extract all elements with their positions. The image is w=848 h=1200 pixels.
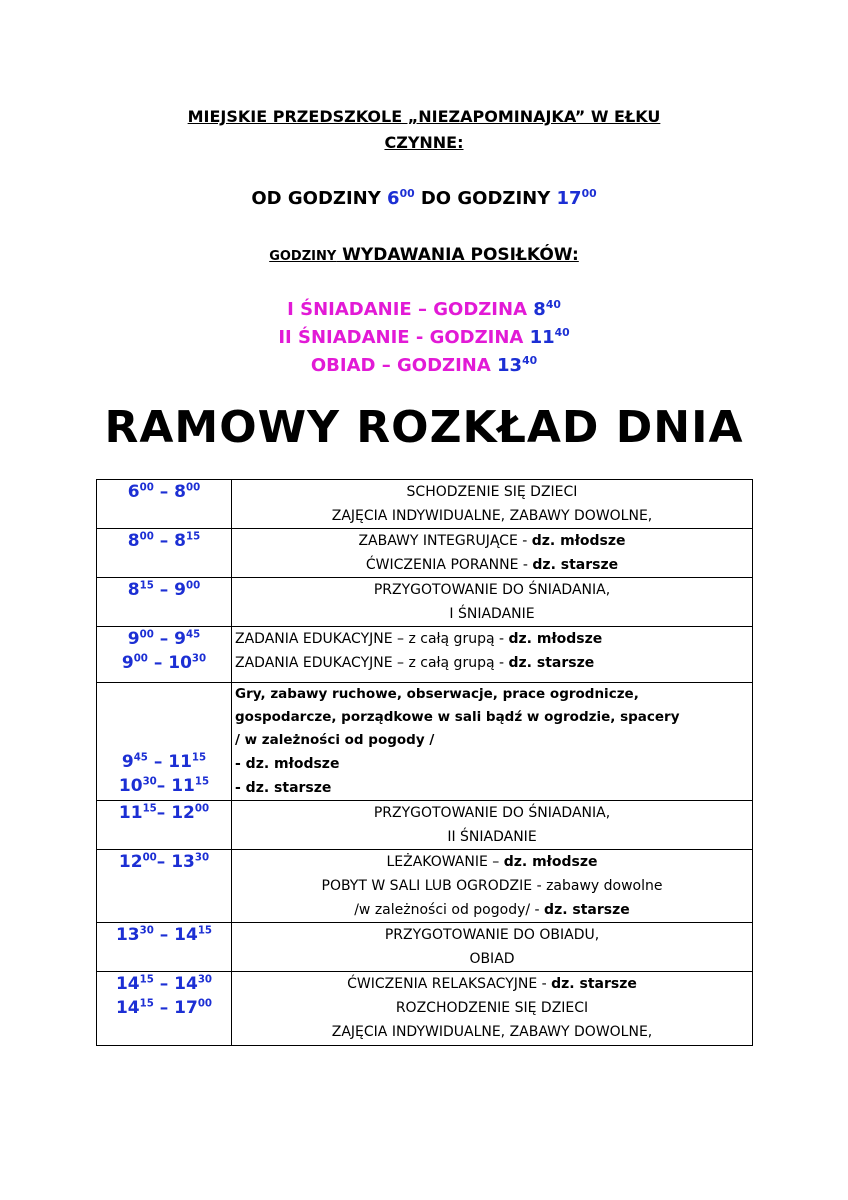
time-cell: $13^{30} - 14^{15}$ — [97, 923, 232, 972]
close-hour: $17^{00}$ — [556, 187, 597, 209]
meal-item: OBIAD – GODZINA $13^{40}$ — [310, 354, 538, 376]
hours-to-label: DO GODZINY — [414, 188, 557, 209]
table-row — [97, 972, 753, 1046]
table-row — [97, 529, 753, 578]
time-cell: $9^{45} - 11^{15}$ $10^{30}-$ $11^{15}$ — [97, 683, 232, 801]
activity-cell: PRZYGOTOWANIE DO OBIADU, OBIAD — [232, 923, 753, 972]
meal-item: II ŚNIADANIE - GODZINA $11^{40}$ — [278, 326, 570, 348]
time-cell: $11^{15}-$ $12^{00}$ — [97, 801, 232, 850]
schedule-title: RAMOWY ROZKŁAD DNIA — [104, 402, 744, 453]
time-cell: $14^{15} - 14^{30}$ $14^{15} - 17^{00}$ — [97, 972, 232, 1046]
table-row — [97, 850, 753, 923]
meal-item: I ŚNIADANIE – GODZINA $8^{40}$ — [287, 298, 561, 320]
table-row — [97, 627, 753, 683]
activity-cell: LEŻAKOWANIE – dz. młodsze POBYT W SALI LUB OGRODZIE - zabawy dowolne /w zależności od pogody/ - dz. starsze — [232, 850, 753, 923]
table-row — [97, 578, 753, 627]
activity-cell: ĆWICZENIA RELAKSACYJNE - dz. starsze ROZCHODZENIE SIĘ DZIECI ZAJĘCIA INDYWIDUALNE, ZABAWY DOWOLNE, — [232, 972, 753, 1046]
header-line-2: CZYNNE: — [384, 133, 464, 152]
time-cell: $8^{00} - 8^{15}$ — [97, 529, 232, 578]
activity-cell: ZABAWY INTEGRUJĄCE - dz. młodsze ĆWICZENIA PORANNE - dz. starsze — [232, 529, 753, 578]
table-row — [97, 801, 753, 850]
opening-hours — [0, 188, 848, 209]
activity-cell: SCHODZENIE SIĘ DZIECI ZAJĘCIA INDYWIDUALNE, ZABAWY DOWOLNE, — [232, 480, 753, 529]
header-title — [0, 104, 848, 156]
schedule-table — [96, 479, 753, 1046]
time-cell: $8^{15} - 9^{00}$ — [97, 578, 232, 627]
open-hour: $6^{00}$ — [387, 187, 415, 209]
activity-cell: ZADANIA EDUKACYJNE – z całą grupą - dz. młodsze ZADANIA EDUKACYJNE – z całą grupą - dz. starsze — [232, 627, 753, 683]
activity-cell: PRZYGOTOWANIE DO ŚNIADANIA, I ŚNIADANIE — [232, 578, 753, 627]
activity-cell: Gry, zabawy ruchowe, obserwacje, prace ogrodnicze, gospodarcze, porządkowe w sali bądź w ogrodzie, spacery / w zależności od pogody / - dz. młodsze - dz. starsze — [232, 683, 753, 801]
activity-cell: PRZYGOTOWANIE DO ŚNIADANIA, II ŚNIADANIE — [232, 801, 753, 850]
time-cell: $6^{00} - 8^{00}$ — [97, 480, 232, 529]
table-row — [97, 683, 753, 801]
table-row — [97, 480, 753, 529]
meals-heading: GODZINY WYDAWANIA POSIŁKÓW: — [269, 245, 579, 265]
meals-list — [0, 296, 848, 380]
hours-from-label: OD GODZINY — [251, 188, 388, 209]
time-cell: $9^{00} - 9^{45}$ $9^{00} - 10^{30}$ — [97, 627, 232, 683]
time-cell: $12^{00}-$ $13^{30}$ — [97, 850, 232, 923]
table-row — [97, 923, 753, 972]
header-line-1: MIEJSKIE PRZEDSZKOLE „NIEZAPOMINAJKA” W EŁKU — [187, 107, 661, 126]
